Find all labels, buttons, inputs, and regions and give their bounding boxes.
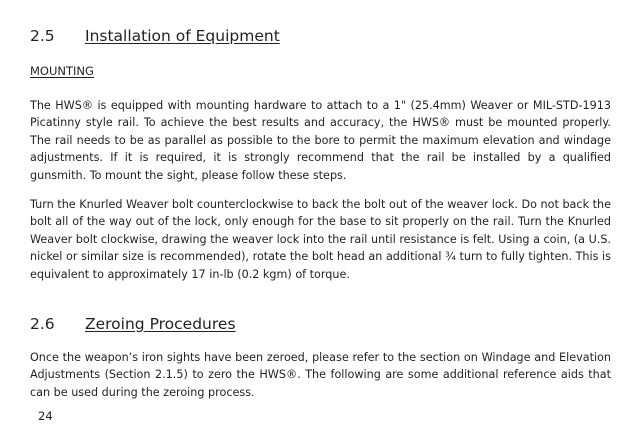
section-number: 2.6	[30, 315, 55, 333]
zeroing-paragraph: Once the weapon’s iron sights have been zeroed, please refer to the section on Windage and Elevation Adjustments (Section 2.1.5) to zero the HWS®. The following are some additional reference aids that can be used during the zeroing process.	[30, 351, 611, 399]
mounting-paragraph-2: Turn the Knurled Weaver bolt counterclockwise to back the bolt out of the weaver lock. Do not back the bolt all of the way out of the lock, only enough for the base to sit properly on the rail. Turn the Knurled Weaver bolt clockwise, drawing the weaver lock into the rail until resistance is felt. Using a coin, (a U.S. nickel or similar size is recommended), rotate the bolt head an additional ¾ turn to fully tighten. This is equivalent to approximately 17 in-lb (0.2 kgm) of torque.	[30, 198, 611, 281]
section-heading-2-5	[30, 27, 280, 45]
section-title: Installation of Equipment	[85, 27, 280, 45]
section-title: Zeroing Procedures	[85, 315, 236, 333]
mounting-paragraph-1: The HWS® is equipped with mounting hardware to attach to a 1" (25.4mm) Weaver or MIL-STD-1913 Picatinny style rail. To achieve the best results and accuracy, the HWS® must be mounted properly. The rail needs to be as parallel as possible to the bore to permit the maximum elevation and windage adjustments. If it is required, it is strongly recommend that the rail be installed by a qualified gunsmith. To mount the sight, please follow these steps.	[30, 99, 611, 182]
mounting-subheading: MOUNTING	[30, 64, 94, 78]
section-number: 2.5	[30, 27, 55, 45]
page-number: 24	[38, 409, 53, 423]
section-heading-2-6	[30, 315, 236, 333]
